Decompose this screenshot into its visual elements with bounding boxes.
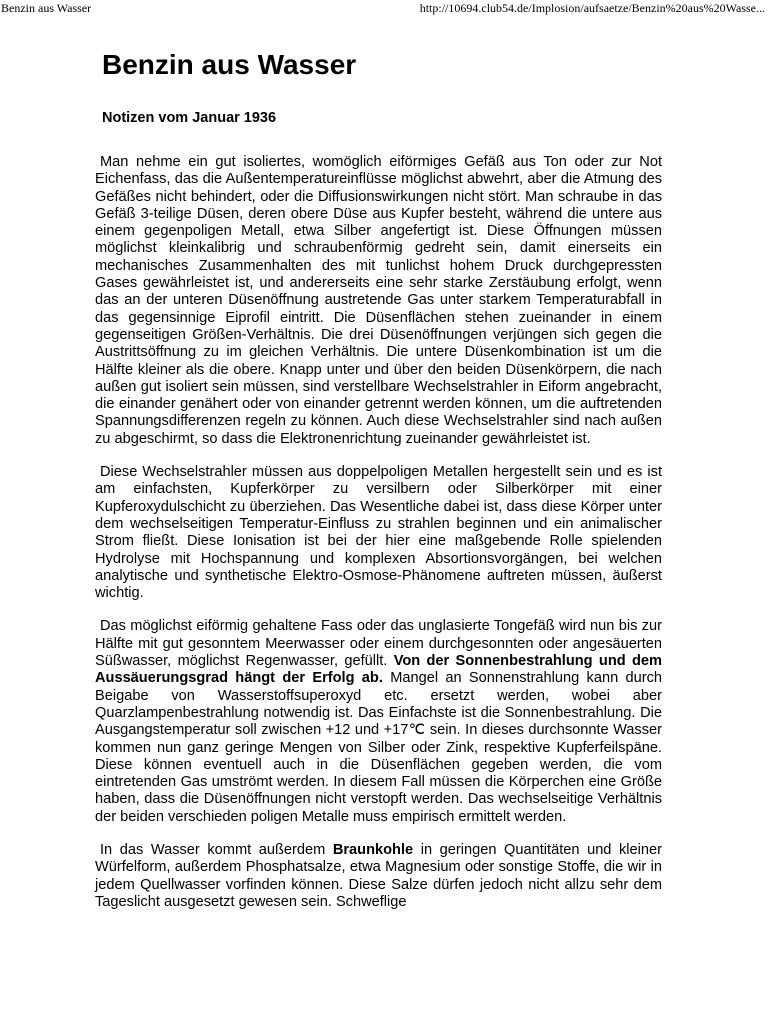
paragraph-1 [95, 154, 662, 448]
paragraph-2 [95, 464, 662, 602]
paragraph-2-text: Diese Wechselstrahler müssen aus doppelpoligen Metallen hergestellt sein und es ist am einfachsten, Kupferkörper zu versilbern oder Silberkörper mit einer Kupferoxydulschicht zu überziehen. Das Wesentliche dabei ist, dass diese Körper unter dem wechselseitigen Temperatur-Einfluss zu strahlen beginnen und ein animalischer Strom fließt. Diese Ionisation ist bei der hier eine maßgebende Rolle spielenden Hydrolyse mit Hochspannung und komplexen Absortionsvorgängen, bei welchen analytische und synthetische Elektro-Osmose-Phänomene auftreten müssen, äußerst wichtig. [95, 464, 662, 602]
paragraph-1-text: Man nehme ein gut isoliertes, womöglich eiförmiges Gefäß aus Ton oder zur Not Eichenfass, das die Außentemperatureinflüsse möglichst abwehrt, aber die Atmung des Gefäßes nicht behindert, oder die Diffusionswirkungen nicht stört. Man schraube in das Gefäß 3-teilige Düsen, deren obere Düse aus Kupfer besteht, während die untere aus einem gegenpoligen Metall, etwa Silber angefertigt ist. Diese Öffnungen müssen möglichst kleinkalibrig und schraubenförmig gedreht sein, damit einerseits ein mechanisches Zusammenhalten des mit tunlichst hohem Druck durchgepressten Gases gewährleistet ist, und andererseits eine sehr starke Zerstäubung erfolgt, wenn das an der unteren Düsenöffnung austretende Gas unter starkem Temperaturabfall in das gegensinnige Eiprofil eintritt. Die Düsenflächen stehen zueinander in einem gegenseitigen Größen-Verhältnis. Die drei Düsenöffnungen verjüngen sich gegen die Austrittsöffnung zu im gleichen Verhältnis. Die untere Düsenkombination ist um die Hälfte kleiner als die obere. Knapp unter und über den beiden Düsenkörpern, die nach außen gut isoliert sein müssen, sind verstellbare Wechselstrahler in Eiform angebracht, die einander genähert oder von einander getrennt werden können, um die auftretenden Spannungsdifferenzen regeln zu können. Auch diese Wechselstrahler sind nach außen zu abgeschirmt, so dass die Elektronenrichtung zueinander gewährleistet ist. [95, 154, 662, 447]
paragraph-4-text-after: in geringen Quantitäten und kleiner Würfelform, außerdem Phosphatsalze, etwa Magnesium oder sonstige Stoffe, die wir in jedem Quellwasser vorfinden können. Diese Salze dürfen jedoch nicht allzu sehr dem Tageslicht ausgesetzt gewesen sein. Schweflige [95, 841, 663, 910]
print-header-url: http://10694.club54.de/Implosion/aufsaetze/Benzin%20aus%20Wasse... [419, 1, 765, 15]
paragraph-4 [95, 842, 662, 911]
print-header [0, 0, 768, 18]
print-header-title: Benzin aus Wasser [1, 1, 92, 15]
paragraph-3 [95, 618, 662, 826]
paragraph-4-text-before: In das Wasser kommt außerdem [100, 841, 333, 858]
paragraph-4-emphasis: Braunkohle [332, 841, 414, 858]
paragraph-3-emphasis: Von der Sonnenbestrahlung und dem Aussäuerungsgrad hängt der Erfolg ab. [95, 653, 663, 687]
paragraph-3-text-before: Das möglichst eiförmig gehaltene Fass oder das unglasierte Tongefäß wird nun bis zur Hälfte mit gut gesonntem Meerwasser oder einem durchgesonnten oder angesäuerten Süßwasser, möglichst Regenwasser, gefüllt. [95, 618, 662, 670]
paragraph-3-text-after: Mangel an Sonnenstrahlung kann durch Beigabe von Wasserstoffsuperoxyd etc. ersetzt werden, wobei aber Quarzlampenbestrahlung notwendig ist. Das Einfachste ist die Sonnenbestrahlung. Die Ausgangstemperatur soll zwischen +12 und +17℃ sein. In dieses durchsonnte Wasser kommen nun ganz geringe Mengen von Silber oder Zink, respektive Kupferfeilspäne. Diese können eventuell auch in die Düsenflächen gegeben werden, die vom eintretenden Gas umströmt werden. In diesem Fall müssen die Körperchen eine Größe haben, dass die Düsenöffnungen nicht verstopft werden. Das wechselseitige Verhältnis der beiden verschieden poligen Metalle muss empirisch ermittelt werden. [95, 670, 663, 825]
article-body [95, 154, 662, 927]
page-title: Benzin aus Wasser [102, 49, 357, 80]
page-subtitle: Notizen vom Januar 1936 [102, 110, 277, 126]
